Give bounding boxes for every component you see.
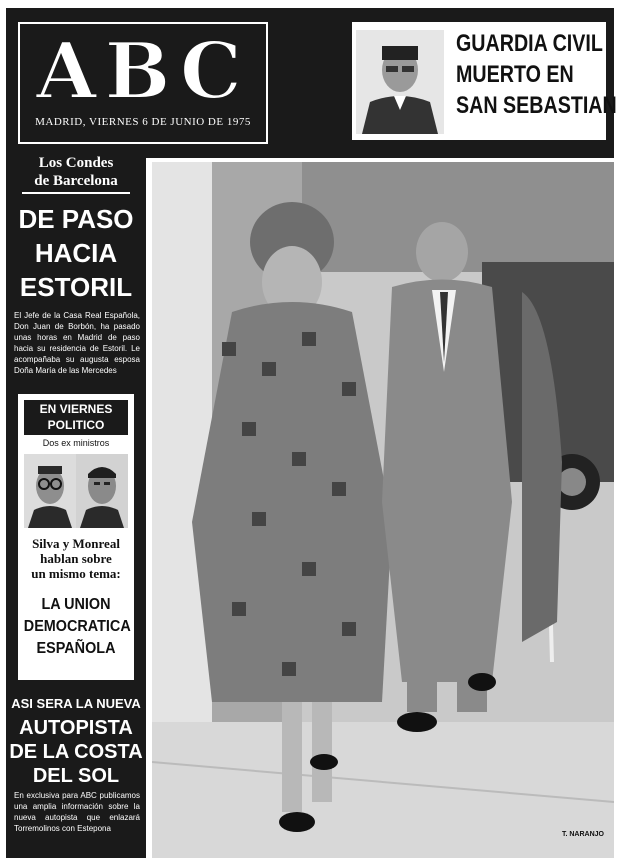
top-story-headline [456,28,617,121]
main-photo [152,162,614,858]
viernes-headline-line: LA UNION [41,596,111,613]
monreal-portrait-image [76,454,128,528]
silva-portrait [24,454,76,528]
viernes-text-line: Silva y Monreal [32,536,120,551]
autopista-kicker: ASI SERA LA NUEVA [11,696,141,711]
top-headline-line: GUARDIA CIVIL [456,30,603,57]
header-band [6,8,617,158]
guardia-civil-portrait [356,30,444,134]
monreal-portrait [76,454,128,528]
lead-headline-line: ESTORIL [19,272,133,302]
portrait-image [356,30,444,134]
masthead [18,22,268,144]
viernes-headline-line: DEMOCRATICA [23,618,131,635]
viernes-box-title [24,400,128,435]
autopista-body: En exclusiva para ABC publicamos una amplia información sobre la nueva autopista que enlazará Torremolinos con Estepona [14,791,140,833]
top-story-box [352,22,617,140]
viernes-title-line: EN VIERNES [39,402,113,416]
lead-headline-line: DE PASO [18,204,134,234]
left-column [6,150,146,858]
viernes-text-line: hablan sobre [40,551,112,566]
autopista-headline [6,716,146,788]
viernes-headline-line: ESPAÑOLA [36,640,116,657]
viernes-headline [23,594,131,660]
abc-logo: ABC [36,26,250,117]
viernes-title-line: POLITICO [47,418,105,432]
autopista-headline-line: AUTOPISTA [19,717,133,739]
autopista-headline-line: DE LA COSTA [9,741,143,763]
main-photo-image [152,162,614,858]
viernes-text-line: un mismo tema: [31,566,121,581]
viernes-subtitle: Dos ex ministros [42,438,110,448]
dateline: MADRID, VIERNES 6 DE JUNIO DE 1975 [35,116,251,128]
lead-headline [6,202,146,304]
lead-kicker-line: de Barcelona [34,173,118,189]
autopista-headline-line: DEL SOL [32,765,120,787]
kicker-underline [22,192,130,194]
lead-kicker [6,154,146,190]
viernes-politico-box [18,394,134,680]
lead-body: El Jefe de la Casa Real Española, Don Juan de Borbón, ha pasado unas horas en Madrid de paso hacia su residencia de Estoril. Le acompañaba su augusta esposa Doña María de las Mercedes [14,311,140,375]
lead-kicker-line: Los Condes [38,155,114,171]
photo-credit: T. NARANJO [561,831,604,838]
viernes-text [18,536,134,581]
top-headline-line: MUERTO EN [456,61,574,88]
lead-headline-line: HACIA [34,238,118,268]
silva-portrait-image [24,454,76,528]
top-headline-line: SAN SEBASTIAN [456,92,617,119]
